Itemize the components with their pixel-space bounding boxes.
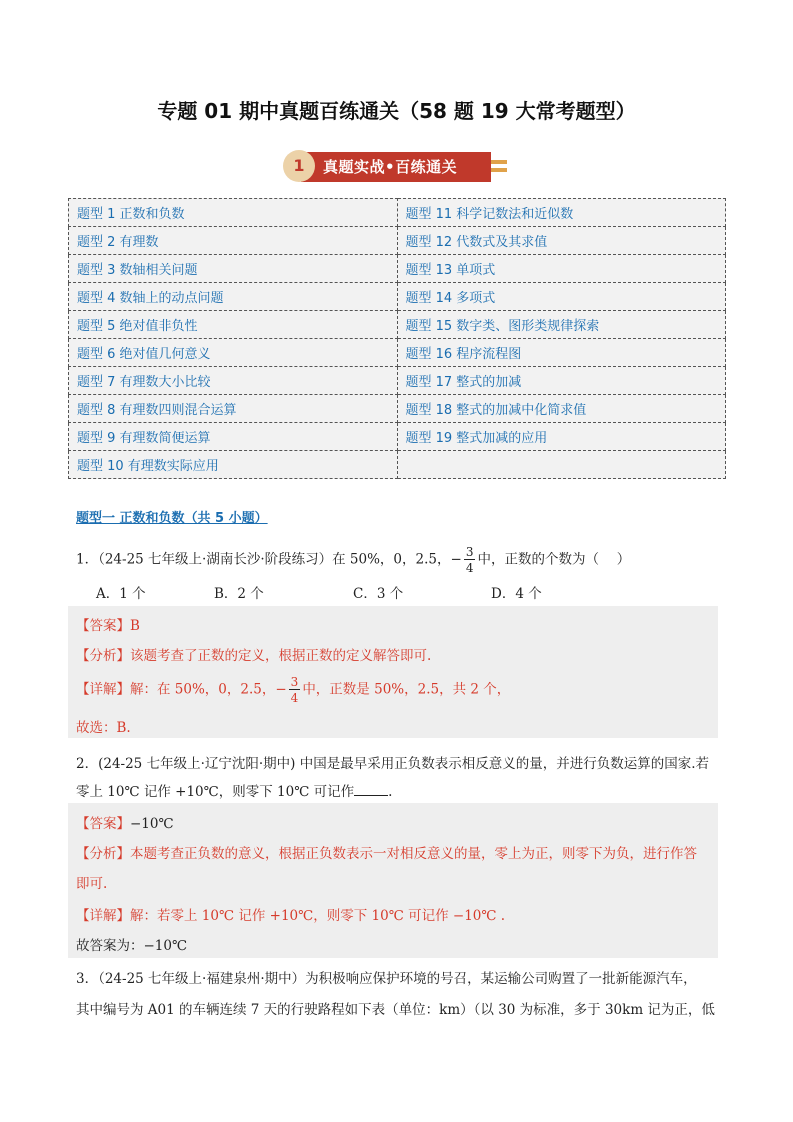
toc-link-left[interactable]: 题型 1 正数和负数	[69, 199, 398, 227]
fraction-denominator: 4	[290, 691, 299, 705]
toc-row	[69, 255, 726, 283]
banner-number: 1	[283, 150, 315, 182]
topic-index-table	[68, 198, 726, 479]
toc-row	[69, 311, 726, 339]
toc-row	[69, 283, 726, 311]
question-2-end: .	[388, 784, 393, 800]
toc-row	[69, 199, 726, 227]
fraction-numerator: 3	[290, 675, 299, 689]
detail-label: 【详解】	[76, 681, 130, 698]
toc-link-left[interactable]: 题型 2 有理数	[69, 227, 398, 255]
analysis-line	[76, 644, 431, 664]
analysis-label: 【分析】	[76, 648, 130, 664]
toc-link-left[interactable]: 题型 7 有理数大小比较	[69, 367, 398, 395]
minus-sign: −	[275, 681, 287, 698]
question-1-options	[0, 582, 793, 602]
question-1-text: 1．（24-25 七年级上·湖南长沙·阶段练习）在 50%，0，2.5，	[76, 551, 451, 568]
choose-line: 故选：B.	[76, 720, 131, 736]
toc-link-left[interactable]: 题型 10 有理数实际应用	[69, 451, 398, 479]
fraction-denominator: 4	[465, 561, 474, 575]
detail-line	[76, 904, 505, 924]
analysis-label: 【分析】	[76, 846, 130, 862]
toc-link-right[interactable]: 题型 12 代数式及其求值	[397, 227, 726, 255]
toc-link-right[interactable]: 题型 17 整式的加减	[397, 367, 726, 395]
banner-stripe-icon	[491, 168, 507, 172]
toc-link-right[interactable]: 题型 14 多项式	[397, 283, 726, 311]
toc-link-left[interactable]: 题型 4 数轴上的动点问题	[69, 283, 398, 311]
detail-label: 【详解】	[76, 908, 130, 924]
toc-link-left[interactable]: 题型 8 有理数四则混合运算	[69, 395, 398, 423]
toc-row	[69, 339, 726, 367]
answer-value: −10℃	[130, 816, 174, 832]
analysis-text: 该题考查了正数的定义，根据正数的定义解答即可.	[130, 648, 432, 664]
answer-label: 【答案】	[76, 618, 130, 634]
question-2-solution	[68, 803, 718, 958]
fraction	[289, 676, 301, 704]
toc-row	[69, 227, 726, 255]
banner-label: 真题实战•百练通关	[301, 152, 491, 182]
toc-link-left[interactable]: 题型 6 绝对值几何意义	[69, 339, 398, 367]
analysis-line-2: 即可.	[76, 876, 108, 892]
answer-line	[76, 614, 140, 634]
answer-blank	[354, 783, 388, 796]
toc-link-left[interactable]: 题型 3 数轴相关问题	[69, 255, 398, 283]
option-d: D．4 个	[491, 586, 542, 602]
section-banner	[283, 148, 515, 188]
banner-stripe-icon	[491, 160, 507, 164]
toc-link-right	[397, 451, 726, 479]
question-2-stem-line1: 2．(24-25 七年级上·辽宁沈阳·期中) 中国是最早采用正负数表示相反意义的量，并进行负数运算的国家.若	[76, 756, 709, 772]
analysis-line	[76, 842, 697, 862]
option-a: A．1 个	[96, 586, 146, 602]
toc-link-right[interactable]: 题型 15 数字类、图形类规律探索	[397, 311, 726, 339]
question-2-stem-line2	[76, 780, 392, 800]
toc-link-right[interactable]: 题型 18 整式的加减中化简求值	[397, 395, 726, 423]
question-3-line2: 其中编号为 A01 的车辆连续 7 天的行驶路程如下表（单位：km）（以 30 为标准，多于 30km 记为正，低	[76, 1002, 715, 1018]
section-heading[interactable]: 题型一 正数和负数（共 5 小题）	[76, 511, 268, 526]
answer-line	[76, 812, 174, 832]
toc-row	[69, 395, 726, 423]
question-1-solution	[68, 606, 718, 738]
toc-row	[69, 451, 726, 479]
option-b: B．2 个	[214, 586, 264, 602]
toc-link-left[interactable]: 题型 5 绝对值非负性	[69, 311, 398, 339]
page-title: 专题 01 期中真题百练通关（58 题 19 大常考题型）	[157, 99, 636, 123]
option-c: C．3 个	[353, 586, 404, 602]
question-1-text-tail: 中，正数的个数为（ ）	[477, 551, 631, 568]
toc-link-right[interactable]: 题型 16 程序流程图	[397, 339, 726, 367]
analysis-text: 本题考查正负数的意义，根据正负数表示一对相反意义的量，零上为正，则零下为负，进行作答	[130, 846, 697, 862]
question-2-text: 零上 10℃ 记作 +10℃，则零下 10℃ 可记作	[76, 784, 355, 800]
detail-text: 解：在 50%，0，2.5，	[130, 681, 276, 698]
answer-label: 【答案】	[76, 816, 130, 832]
answer-value: B	[130, 618, 140, 634]
fraction	[464, 546, 476, 574]
toc-link-right[interactable]: 题型 11 科学记数法和近似数	[397, 199, 726, 227]
detail-line	[76, 676, 510, 704]
fraction-numerator: 3	[465, 545, 474, 559]
detail-text-tail: 中，正数是 50%，2.5，共 2 个，	[302, 681, 511, 698]
toc-link-right[interactable]: 题型 13 单项式	[397, 255, 726, 283]
toc-row	[69, 423, 726, 451]
detail-text: 解：若零上 10℃ 记作 +10℃，则零下 10℃ 可记作 −10℃ .	[130, 908, 506, 924]
toc-row	[69, 367, 726, 395]
toc-link-right[interactable]: 题型 19 整式加减的应用	[397, 423, 726, 451]
toc-link-left[interactable]: 题型 9 有理数简便运算	[69, 423, 398, 451]
question-1-stem	[76, 546, 630, 574]
minus-sign: −	[450, 551, 462, 568]
question-3-line1: 3．（24-25 七年级上·福建泉州·期中）为积极响应保护环境的号召，某运输公司购置了一批新能源汽车，	[76, 971, 697, 987]
final-answer-line: 故答案为：−10℃	[76, 938, 188, 954]
